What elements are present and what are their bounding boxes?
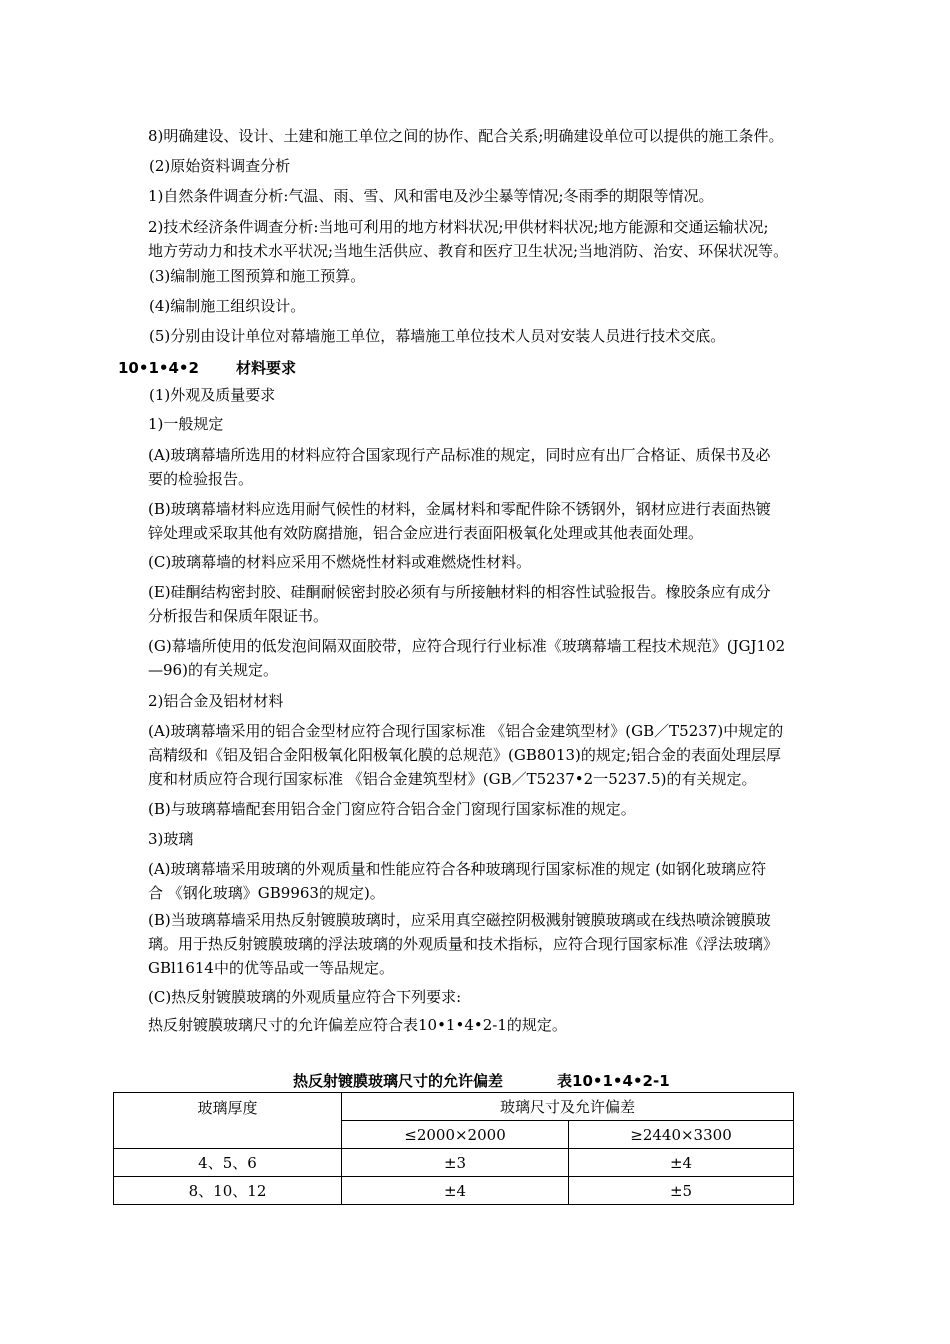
text-line: (2)原始资料调查分析: [149, 157, 291, 175]
table-caption-title: 热反射镀膜玻璃尺寸的允许偏差: [293, 1072, 504, 1090]
text-line: (5)分别由设计单位对幕墙施工单位，幕墙施工单位技术人员对安装人员进行技术交底。: [149, 327, 726, 345]
text-line: (1)外观及质量要求: [149, 386, 276, 404]
cell-thickness: 4、5、6: [114, 1149, 342, 1177]
text-line: (E)硅酮结构密封胶、硅酮耐候密封胶必须有与所接触材料的相容性试验报告。橡胶条应有成分: [148, 583, 771, 601]
text-line: (C)玻璃幕墙的材料应采用不燃烧性材料或难燃烧性材料。: [148, 553, 532, 571]
text-line: 2)技术经济条件调查分析:当地可利用的地方材料状况;甲供材料状况;地方能源和交通运输状况;: [148, 218, 769, 236]
text-line: (3)编制施工图预算和施工预算。: [149, 267, 366, 285]
text-line: 要的检验报告。: [148, 470, 254, 488]
section-title: 材料要求: [236, 359, 297, 377]
text-line: 分析报告和保质年限证书。: [148, 607, 329, 625]
text-line: 璃。用于热反射镀膜玻璃的浮法玻璃的外观质量和技术指标，应符合现行国家标准《浮法玻璃》: [148, 935, 779, 953]
text-line: (A)玻璃幕墙采用的铝合金型材应符合现行国家标准 《铝合金建筑型材》(GB／T5237)中规定的: [148, 722, 784, 740]
text-line: (C)热反射镀膜玻璃的外观质量应符合下列要求:: [148, 988, 462, 1006]
text-line: (B)当玻璃幕墙采用热反射镀膜玻璃时，应采用真空磁控阴极溅射镀膜玻璃或在线热喷涂镀膜玻: [148, 911, 771, 929]
cell-thickness: 8、10、12: [114, 1177, 342, 1205]
text-line: 2)铝合金及铝材材料: [148, 692, 284, 710]
text-line: 1)自然条件调查分析:气温、雨、雪、风和雷电及沙尘暴等情况;冬雨季的期限等情况。: [148, 187, 714, 205]
text-line: 热反射镀膜玻璃尺寸的允许偏差应符合表10•1•4•2-1的规定。: [148, 1016, 567, 1034]
text-line: 高精级和《铝及铝合金阳极氧化阳极氧化膜的总规范》(GB8013)的规定;铝合金的表面处理层厚: [148, 746, 781, 764]
text-line: 地方劳动力和技术水平状况;当地生活供应、教育和医疗卫生状况;当地消防、治安、环保状况等。: [148, 242, 789, 260]
table-caption: [293, 1070, 670, 1091]
text-line: 1)一般规定: [148, 415, 224, 433]
text-line: (G)幕墙所使用的低发泡间隔双面胶带，应符合现行行业标准《玻璃幕墙工程技术规范》(JGJ102: [148, 637, 786, 655]
header-size-small: ≤2000×2000: [342, 1121, 569, 1149]
cell-tolerance-small: ±3: [342, 1149, 569, 1177]
text-line: 3)玻璃: [148, 830, 194, 848]
text-line: (4)编制施工组织设计。: [149, 297, 306, 315]
cell-tolerance-large: ±4: [569, 1149, 794, 1177]
text-line: (A)玻璃幕墙采用玻璃的外观质量和性能应符合各种玻璃现行国家标准的规定 (如钢化玻璃应符: [148, 860, 767, 878]
cell-tolerance-small: ±4: [342, 1177, 569, 1205]
text-line: 锌处理或采取其他有效防腐措施，铝合金应进行表面阳极氧化处理或其他表面处理。: [148, 524, 704, 542]
section-heading: [118, 357, 296, 378]
table-number: 表10•1•4•2-1: [557, 1072, 670, 1090]
header-size-group: 玻璃尺寸及允许偏差: [342, 1093, 794, 1121]
text-line: GBl1614中的优等品或一等品规定。: [148, 959, 394, 977]
text-line: (A)玻璃幕墙所选用的材料应符合国家现行产品标准的规定，同时应有出厂合格证、质保书及必: [148, 446, 771, 464]
text-line: 8)明确建设、设计、土建和施工单位之间的协作、配合关系;明确建设单位可以提供的施工条件。: [148, 127, 784, 145]
cell-tolerance-large: ±5: [569, 1177, 794, 1205]
text-line: (B)与玻璃幕墙配套用铝合金门窗应符合铝合金门窗现行国家标准的规定。: [148, 800, 636, 818]
header-thickness: 玻璃厚度: [114, 1093, 342, 1149]
table-row: [114, 1149, 794, 1177]
text-line: 度和材质应符合现行国家标准 《铝合金建筑型材》(GB／T5237•2一5237.5)的有关规定。: [148, 770, 757, 788]
header-size-large: ≥2440×3300: [569, 1121, 794, 1149]
text-line: 合 《钢化玻璃》GB9963的规定)。: [148, 884, 385, 902]
text-line: (B)玻璃幕墙材料应选用耐气候性的材料，金属材料和零配件除不锈钢外，钢材应进行表面热镀: [148, 500, 771, 518]
tolerance-table: [113, 1092, 794, 1205]
table-row: [114, 1177, 794, 1205]
section-number: 10•1•4•2: [118, 359, 199, 377]
text-line: —96)的有关规定。: [148, 661, 278, 679]
